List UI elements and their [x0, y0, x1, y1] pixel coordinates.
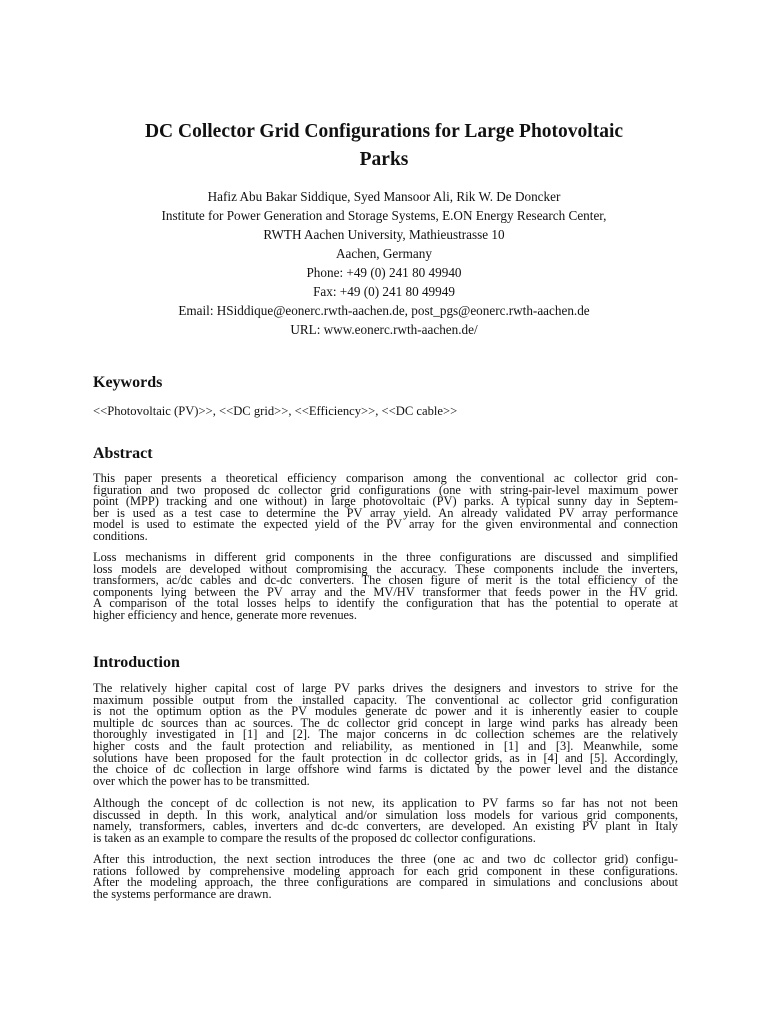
text-line: multiple dc sources than ac sources. The dc collector grid concept in large wind parks has already been — [93, 715, 678, 730]
text-line: After this introduction, the next section introduces the three (one ac and two dc collector grid) configu- — [93, 852, 678, 866]
abstract-heading: Abstract — [93, 445, 153, 462]
introduction-paragraph-2 — [93, 798, 678, 844]
text-line: loss models are developed without compromising the accuracy. These components include the inverters, — [93, 561, 678, 576]
fax-line: Fax: +49 (0) 241 80 49949 — [313, 284, 455, 299]
text-line: the choice of dc collection in large offshore wind farms is dictated by the power level and the distance — [93, 762, 678, 777]
text-line: Although the concept of dc collection is not new, its application to PV farms so far has not not been — [93, 796, 678, 810]
text-line: conditions. — [93, 528, 148, 543]
url-line: URL: www.eonerc.rwth-aachen.de/ — [290, 322, 478, 337]
introduction-paragraph-3 — [93, 854, 678, 900]
text-line: After the modeling approach, the three configurations are compared in simulations and conclusions about — [93, 875, 678, 890]
text-line: ber is used as a test case to determine the PV array yield. An already validated PV array performance — [93, 505, 678, 520]
affiliation-line: Institute for Power Generation and Storage Systems, E.ON Energy Research Center, — [161, 208, 607, 223]
introduction-paragraph-1 — [93, 683, 678, 787]
email-line: Email: HSiddique@eonerc.rwth-aachen.de, post_pgs@eonerc.rwth-aachen.de — [178, 303, 590, 318]
text-line: namely, transformers, cables, inverters and dc-dc converters, are developed. An existing PV plant in Italy — [93, 819, 678, 834]
abstract-paragraph-2 — [93, 552, 678, 622]
text-line: thoroughly investigated in [1] and [2]. The major concerns in dc collection schemes are the relatively — [93, 727, 678, 742]
keywords-text: <<Photovoltaic (PV)>>, <<DC grid>>, <<Efficiency>>, <<DC cable>> — [93, 404, 458, 418]
authors-line: Hafiz Abu Bakar Siddique, Syed Mansoor Ali, Rik W. De Doncker — [207, 189, 561, 204]
text-line: rations followed by comprehensive modeling approach for each grid component in these configurations. — [93, 863, 678, 878]
title-line: Parks — [359, 149, 409, 170]
text-line: figuration and two proposed dc collector grid configurations (one with string-pair-level maximum power — [93, 482, 678, 497]
text-line: Loss mechanisms in different grid components in the three configurations are discussed and simplified — [93, 550, 678, 564]
text-line: higher efficiency and hence, generate more revenues. — [93, 607, 357, 622]
author-block — [60, 187, 708, 339]
text-line: is not the optimum option as the PV modules generate dc power and it is inherently easier to couple — [93, 704, 678, 719]
text-line: This paper presents a theoretical efficiency comparison among the conventional ac collector grid con- — [93, 471, 678, 485]
abstract-paragraph-1 — [93, 473, 678, 543]
location-line: Aachen, Germany — [336, 246, 432, 261]
phone-line: Phone: +49 (0) 241 80 49940 — [306, 265, 462, 280]
text-line: components lying between the PV array and the MV/HV transformer that feeds power in the HV grid. — [93, 584, 678, 599]
text-line: the systems performance are drawn. — [93, 886, 272, 901]
text-line: maximum possible output from the installed capacity. The conventional ac collector grid configuration — [93, 692, 678, 707]
text-line: higher costs and the fault protection and reliability, as mentioned in [1] and [3]. Meanwhile, some — [93, 738, 678, 753]
keywords-heading: Keywords — [93, 374, 163, 391]
title-line: DC Collector Grid Configurations for Large Photovoltaic — [144, 121, 624, 142]
text-line: is taken as an example to compare the results of the proposed dc collector configurations. — [93, 830, 536, 845]
text-line: discussed in depth. In this work, analytical and/or simulation loss models for various grid components, — [93, 807, 678, 822]
text-line: model is used to estimate the expected yield of the PV array for the given environmental and connection — [93, 517, 678, 532]
text-line: A comparison of the total losses helps to identify the configuration that has the potential to operate at — [93, 596, 678, 611]
text-line: transformers, ac/dc cables and dc-dc converters. The chosen figure of merit is the total efficiency of the — [93, 573, 678, 588]
text-line: point (MPP) tracking and one without) in large photovoltaic (PV) parks. A typical sunny day in Septem- — [93, 494, 678, 509]
introduction-heading: Introduction — [93, 654, 180, 671]
text-line: solutions have been proposed for the fault protection in dc collector grids, as in [4] and [5]. Accordingly, — [93, 750, 678, 765]
text-line: The relatively higher capital cost of large PV parks drives the designers and investors to strive for the — [93, 681, 678, 695]
paper-title — [60, 118, 708, 174]
affiliation-line: RWTH Aachen University, Mathieustrasse 10 — [263, 227, 505, 242]
text-line: over which the power has to be transmitted. — [93, 773, 310, 788]
